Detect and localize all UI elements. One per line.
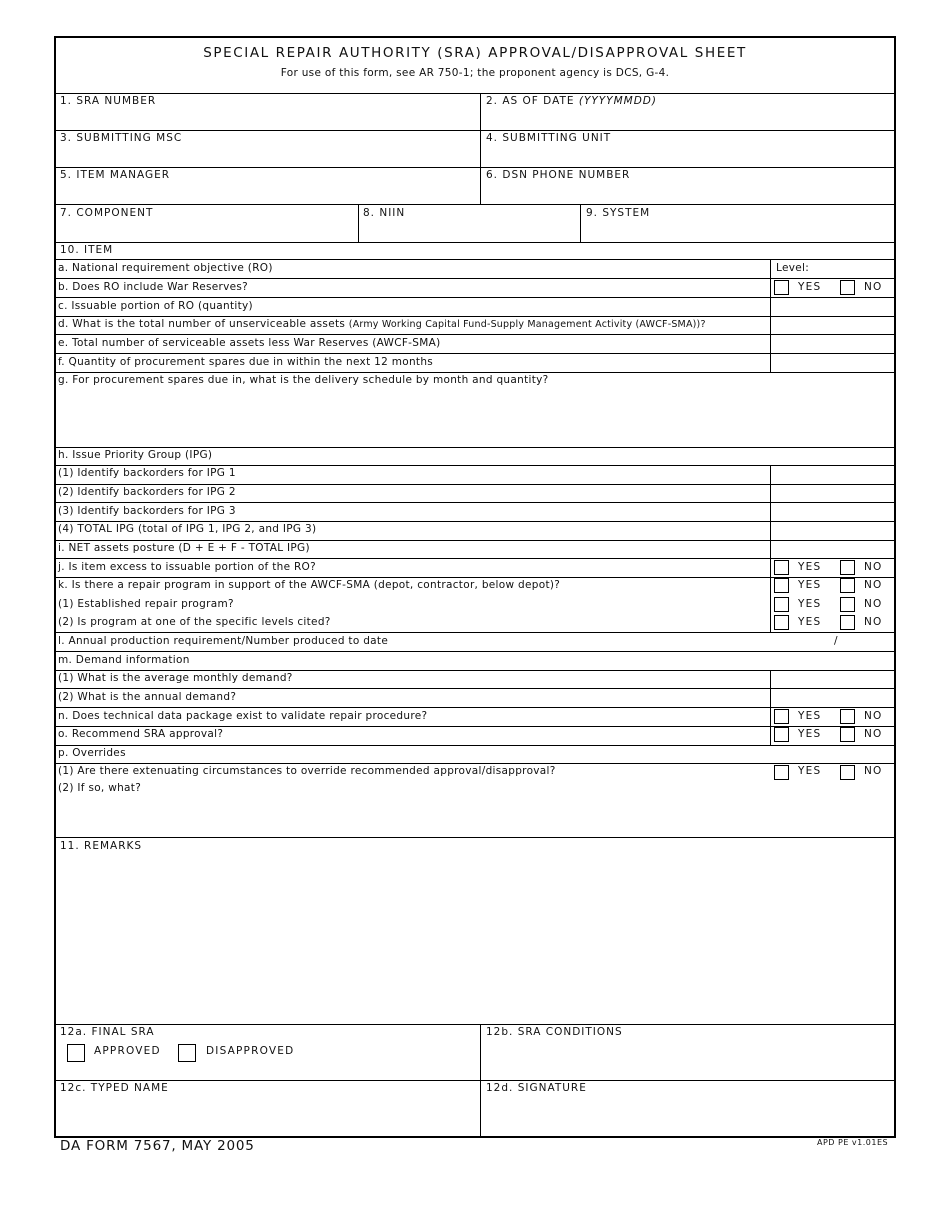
form-version: APD PE v1.01ES bbox=[817, 1138, 889, 1147]
row-p-label: p. Overrides bbox=[58, 747, 126, 759]
row-k1-label: (1) Established repair program? bbox=[58, 598, 234, 610]
row-a-label: a. National requirement objective (RO) bbox=[58, 262, 273, 274]
row-c-label: c. Issuable portion of RO (quantity) bbox=[58, 300, 253, 312]
row-h1-label: (1) Identify backorders for IPG 1 bbox=[58, 467, 236, 479]
row-o-no-label: NO bbox=[864, 728, 883, 740]
row-k-yes-label: YES bbox=[798, 579, 822, 591]
row-l-label: l. Annual production requirement/Number produced to date bbox=[58, 635, 389, 647]
row-k1-no-label: NO bbox=[864, 598, 883, 610]
row-f-field[interactable] bbox=[772, 354, 892, 371]
row-j-label: j. Is item excess to issuable portion of the RO? bbox=[58, 561, 316, 573]
row-o-label: o. Recommend SRA approval? bbox=[58, 728, 224, 740]
level-label: Level: bbox=[776, 262, 810, 274]
typed-name-label: 12c. TYPED NAME bbox=[60, 1082, 169, 1094]
row-h-label: h. Issue Priority Group (IPG) bbox=[58, 449, 213, 461]
row-n-yes-checkbox[interactable] bbox=[774, 709, 789, 724]
sra-number-field[interactable] bbox=[58, 109, 476, 129]
row-m1-label: (1) What is the average monthly demand? bbox=[58, 672, 293, 684]
row-k1-yes-checkbox[interactable] bbox=[774, 597, 789, 612]
row-b-no-label: NO bbox=[864, 281, 883, 293]
approved-checkbox[interactable] bbox=[67, 1044, 85, 1062]
submitting-msc-field[interactable] bbox=[58, 146, 476, 166]
row-n-no-checkbox[interactable] bbox=[840, 709, 855, 724]
component-field[interactable] bbox=[58, 221, 354, 241]
row-k2-yes-label: YES bbox=[798, 616, 822, 628]
final-sra-label: 12a. FINAL SRA bbox=[60, 1026, 155, 1038]
row-f-label: f. Quantity of procurement spares due in within the next 12 months bbox=[58, 356, 434, 368]
form-title: SPECIAL REPAIR AUTHORITY (SRA) APPROVAL/DISAPPROVAL SHEET bbox=[203, 45, 747, 61]
row-p2-label: (2) If so, what? bbox=[58, 782, 142, 794]
row-d-label: d. What is the total number of unserviceable assets (Army Working Capital Fund-Supply Management Activity (AWCF-SMA))? bbox=[58, 318, 706, 330]
dsn-phone-field[interactable] bbox=[484, 183, 892, 203]
sra-conditions-field[interactable] bbox=[484, 1042, 892, 1078]
row-k1-yes-label: YES bbox=[798, 598, 822, 610]
row-k-yes-checkbox[interactable] bbox=[774, 578, 789, 593]
row-k-label: k. Is there a repair program in support of the AWCF-SMA (depot, contractor, below depot)? bbox=[58, 579, 561, 591]
row-k2-label: (2) Is program at one of the specific levels cited? bbox=[58, 616, 331, 628]
row-l-produced-field[interactable] bbox=[844, 634, 892, 650]
row-h3-label: (3) Identify backorders for IPG 3 bbox=[58, 505, 236, 517]
row-h4-label: (4) TOTAL IPG (total of IPG 1, IPG 2, and IPG 3) bbox=[58, 523, 317, 535]
submitting-msc-label: 3. SUBMITTING MSC bbox=[60, 132, 183, 144]
form-subtitle: For use of this form, see AR 750-1; the proponent agency is DCS, G-4. bbox=[280, 67, 670, 79]
remarks-field[interactable] bbox=[58, 856, 892, 1022]
row-l-slash: / bbox=[834, 635, 838, 647]
row-m-label: m. Demand information bbox=[58, 654, 190, 666]
row-o-yes-checkbox[interactable] bbox=[774, 727, 789, 742]
row-b-no-checkbox[interactable] bbox=[840, 280, 855, 295]
row-j-yes-checkbox[interactable] bbox=[774, 560, 789, 575]
typed-name-field[interactable] bbox=[58, 1098, 476, 1134]
row-p1-yes-checkbox[interactable] bbox=[774, 765, 789, 780]
row-i-label: i. NET assets posture (D + E + F - TOTAL IPG) bbox=[58, 542, 310, 554]
row-b-label: b. Does RO include War Reserves? bbox=[58, 281, 249, 293]
row-k1-no-checkbox[interactable] bbox=[840, 597, 855, 612]
row-k2-no-label: NO bbox=[864, 616, 883, 628]
signature-label: 12d. SIGNATURE bbox=[486, 1082, 587, 1094]
row-j-no-checkbox[interactable] bbox=[840, 560, 855, 575]
row-p1-yes-label: YES bbox=[798, 765, 822, 777]
sra-form bbox=[54, 36, 896, 1138]
dsn-phone-label: 6. DSN PHONE NUMBER bbox=[486, 169, 631, 181]
system-field[interactable] bbox=[584, 221, 892, 241]
row-h3-field[interactable] bbox=[772, 503, 892, 520]
row-h2-label: (2) Identify backorders for IPG 2 bbox=[58, 486, 236, 498]
remarks-label: 11. REMARKS bbox=[60, 840, 143, 852]
row-n-yes-label: YES bbox=[798, 710, 822, 722]
system-label: 9. SYSTEM bbox=[586, 207, 651, 219]
row-h4-field[interactable] bbox=[772, 522, 892, 539]
row-p1-label: (1) Are there extenuating circumstances to override recommended approval/disapproval? bbox=[58, 765, 556, 777]
as-of-date-label: 2. AS OF DATE (YYYYMMDD) bbox=[486, 95, 657, 107]
row-h1-field[interactable] bbox=[772, 466, 892, 483]
sra-number-label: 1. SRA NUMBER bbox=[60, 95, 157, 107]
row-g-field[interactable] bbox=[58, 390, 892, 445]
row-g-label: g. For procurement spares due in, what is the delivery schedule by month and quantity? bbox=[58, 374, 549, 386]
row-p1-no-checkbox[interactable] bbox=[840, 765, 855, 780]
row-j-no-label: NO bbox=[864, 561, 883, 573]
row-b-yes-checkbox[interactable] bbox=[774, 280, 789, 295]
item-manager-label: 5. ITEM MANAGER bbox=[60, 169, 171, 181]
submitting-unit-label: 4. SUBMITTING UNIT bbox=[486, 132, 612, 144]
row-h2-field[interactable] bbox=[772, 485, 892, 501]
approved-label: APPROVED bbox=[94, 1045, 161, 1057]
row-n-no-label: NO bbox=[864, 710, 883, 722]
date-format-hint: (YYYYMMDD) bbox=[578, 95, 657, 107]
row-k2-no-checkbox[interactable] bbox=[840, 615, 855, 630]
row-m1-field[interactable] bbox=[772, 671, 892, 687]
item-section-label: 10. ITEM bbox=[60, 244, 114, 256]
row-i-field[interactable] bbox=[772, 541, 892, 557]
niin-label: 8. NIIN bbox=[363, 207, 406, 219]
disapproved-label: DISAPPROVED bbox=[206, 1045, 295, 1057]
row-p1-no-label: NO bbox=[864, 765, 883, 777]
row-k-no-label: NO bbox=[864, 579, 883, 591]
niin-field[interactable] bbox=[362, 221, 576, 241]
item-manager-field[interactable] bbox=[58, 183, 476, 203]
sra-conditions-label: 12b. SRA CONDITIONS bbox=[486, 1026, 623, 1038]
row-l-required-field[interactable] bbox=[772, 634, 828, 650]
row-k-no-checkbox[interactable] bbox=[840, 578, 855, 593]
row-m2-field[interactable] bbox=[772, 689, 892, 706]
row-o-yes-label: YES bbox=[798, 728, 822, 740]
row-n-label: n. Does technical data package exist to validate repair procedure? bbox=[58, 710, 428, 722]
component-label: 7. COMPONENT bbox=[60, 207, 154, 219]
row-c-field[interactable] bbox=[772, 298, 892, 315]
row-b-yes-label: YES bbox=[798, 281, 822, 293]
signature-field[interactable] bbox=[484, 1098, 892, 1134]
row-e-label: e. Total number of serviceable assets less War Reserves (AWCF-SMA) bbox=[58, 337, 441, 349]
row-m2-label: (2) What is the annual demand? bbox=[58, 691, 237, 703]
row-k2-yes-checkbox[interactable] bbox=[774, 615, 789, 630]
disapproved-checkbox[interactable] bbox=[178, 1044, 196, 1062]
row-e-field[interactable] bbox=[772, 335, 892, 352]
row-p2-field[interactable] bbox=[58, 798, 892, 835]
row-o-no-checkbox[interactable] bbox=[840, 727, 855, 742]
form-id: DA FORM 7567, MAY 2005 bbox=[60, 1138, 255, 1154]
row-j-yes-label: YES bbox=[798, 561, 822, 573]
submitting-unit-field[interactable] bbox=[484, 146, 892, 166]
as-of-date-field[interactable] bbox=[484, 109, 892, 129]
row-d-field[interactable] bbox=[772, 317, 892, 333]
